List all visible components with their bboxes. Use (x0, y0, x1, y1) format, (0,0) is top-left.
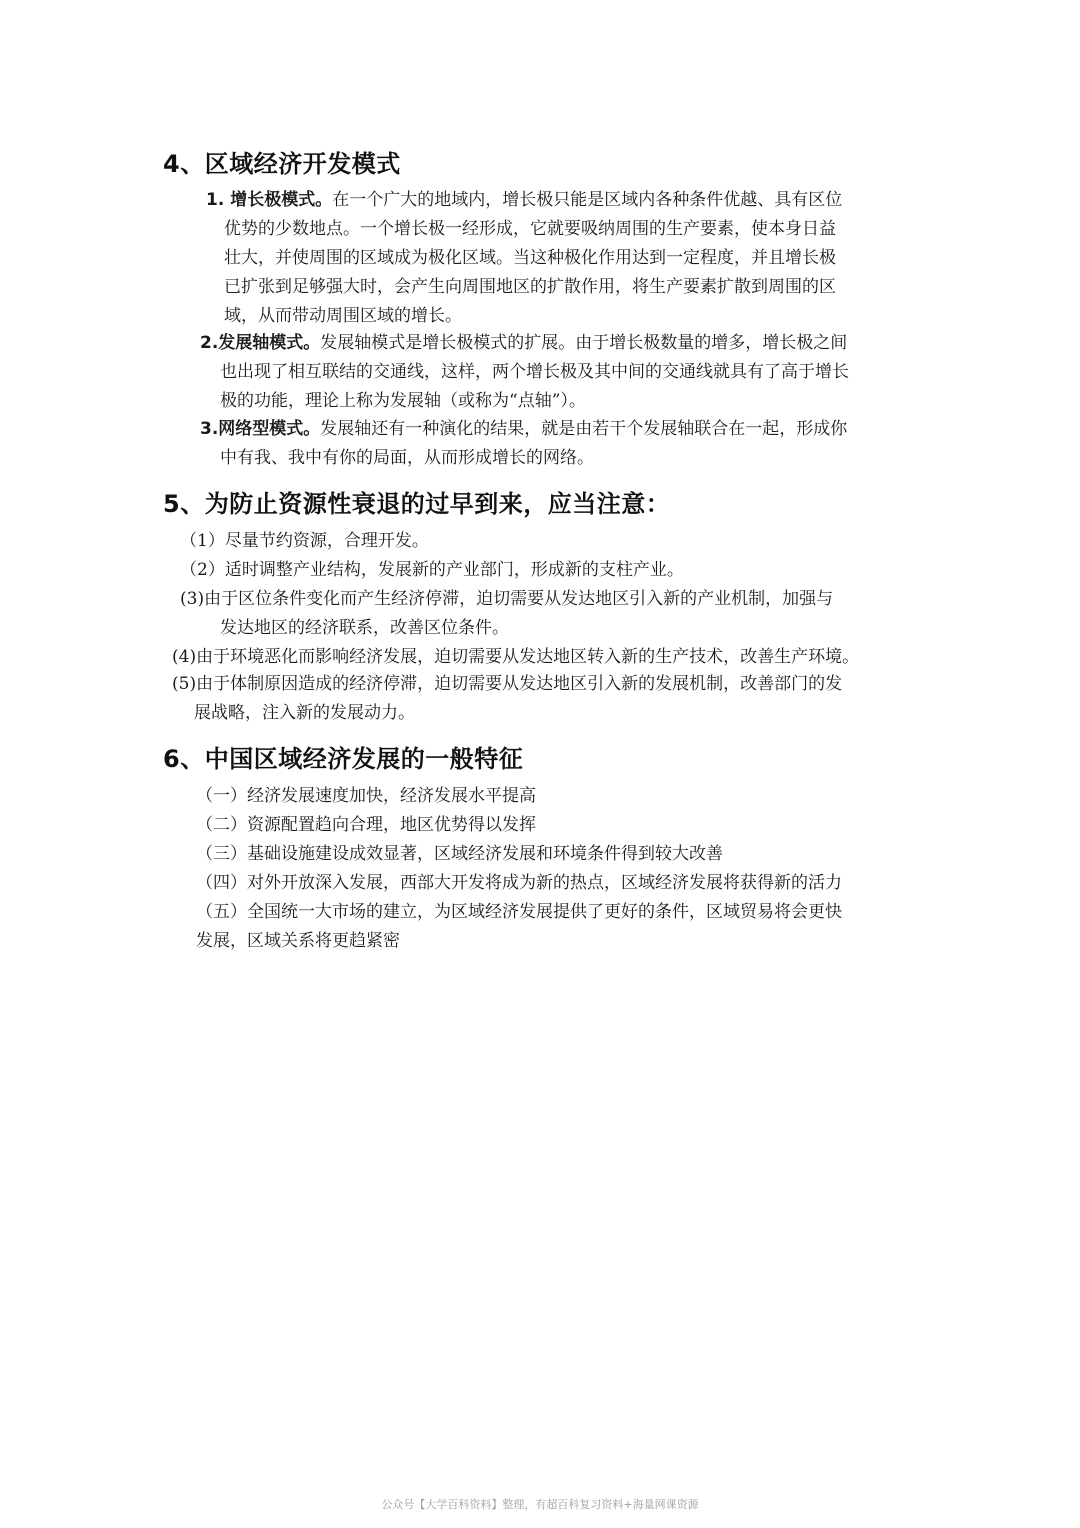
item-3-label: 网络型模式。 (218, 419, 321, 439)
item-1-first-line (206, 186, 842, 215)
item-2-label: 发展轴模式。 (218, 333, 321, 353)
section-4-item-1 (206, 186, 842, 331)
section-5-item-5 (172, 670, 842, 728)
section-6-item-1: （一）经济发展速度加快，经济发展水平提高 (196, 786, 536, 806)
section-5-item-3-line-2: 发达地区的经济联系，改善区位条件。 (220, 618, 509, 638)
item-2-text-line-1: 发展轴模式是增长极模式的扩展。由于增长极数量的增多，增长极之间 (320, 333, 848, 353)
section-5-list (180, 527, 684, 585)
item-1-text-line-2: 优势的少数地点。一个增长极一经形成，它就要吸纳周围的生产要素，使本身日益 (224, 219, 836, 239)
item-1-text-line-5: 域，从而带动周围区域的增长。 (224, 306, 462, 326)
item-2-text-line-3: 极的功能，理论上称为发展轴（或称为“点轴”）。 (220, 391, 586, 411)
item-2-text-line-2: 也出现了相互联结的交通线，这样，两个增长极及其中间的交通线就具有了高于增长 (220, 362, 849, 382)
item-3-text-line-2: 中有我、我中有你的局面，从而形成增长的网络。 (220, 448, 594, 468)
item-3-first-line (200, 415, 847, 444)
section-6-item-4: （四）对外开放深入发展，西部大开发将成为新的热点，区域经济发展将获得新的活力 (196, 873, 842, 893)
section-5-item-5-line-1: (5)由于体制原因造成的经济停滞，迫切需要从发达地区引入新的发展机制，改善部门的发 (172, 674, 843, 694)
section-6-list (196, 782, 842, 956)
section-5-item-1: （1）尽量节约资源，合理开发。 (180, 531, 429, 551)
section-6-item-2: （二）资源配置趋向合理，地区优势得以发挥 (196, 815, 536, 835)
section-5-item-5-line-2: 展战略，注入新的发展动力。 (194, 703, 415, 723)
section-6-item-5-line-1: （五）全国统一大市场的建立，为区域经济发展提供了更好的条件，区域贸易将会更快 (196, 902, 842, 922)
section-5-item-4-text: (4)由于环境恶化而影响经济发展，迫切需要从发达地区转入新的生产技术，改善生产环境。 (172, 647, 860, 667)
item-3-text-line-1: 发展轴还有一种演化的结果，就是由若干个发展轴联合在一起，形成你 (320, 419, 848, 439)
section-6-item-3: （三）基础设施建设成效显著，区域经济发展和环境条件得到较大改善 (196, 844, 723, 864)
item-1-number: 1. (206, 190, 231, 210)
section-5-item-2: （2）适时调整产业结构，发展新的产业部门，形成新的支柱产业。 (180, 560, 684, 580)
item-1-text-line-4: 已扩张到足够强大时，会产生向周围地区的扩散作用，将生产要素扩散到周围的区 (224, 277, 836, 297)
section-6-item-5-line-2: 发展，区域关系将更趋紧密 (196, 931, 400, 951)
section-5-heading: 5、为防止资源性衰退的过早到来，应当注意： (163, 490, 671, 518)
item-2-first-line (200, 329, 849, 358)
section-5-item-3-line-1: (3)由于区位条件变化而产生经济停滞，迫切需要从发达地区引入新的产业机制，加强与 (180, 589, 834, 609)
item-1-text-line-1: 在一个广大的地域内，增长极只能是区域内各种条件优越、具有区位 (332, 190, 843, 210)
item-2-number: 2. (200, 333, 219, 353)
item-1-label: 增长极模式。 (230, 190, 333, 210)
item-1-text-line-3: 壮大，并使周围的区域成为极化区域。当这种极化作用达到一定程度，并且增长极 (224, 248, 836, 268)
section-4-item-2 (200, 329, 849, 416)
item-3-number: 3. (200, 419, 219, 439)
section-5-item-4 (172, 643, 859, 672)
section-6-heading: 6、中国区域经济发展的一般特征 (163, 745, 524, 773)
section-4-heading: 4、区域经济开发模式 (163, 150, 401, 178)
section-4-item-3 (200, 415, 847, 473)
page-footer-watermark: 公众号【大学百科资料】整理，有超百科复习资料+海量网课资源 (381, 1498, 699, 1511)
section-5-item-3 (180, 585, 833, 643)
